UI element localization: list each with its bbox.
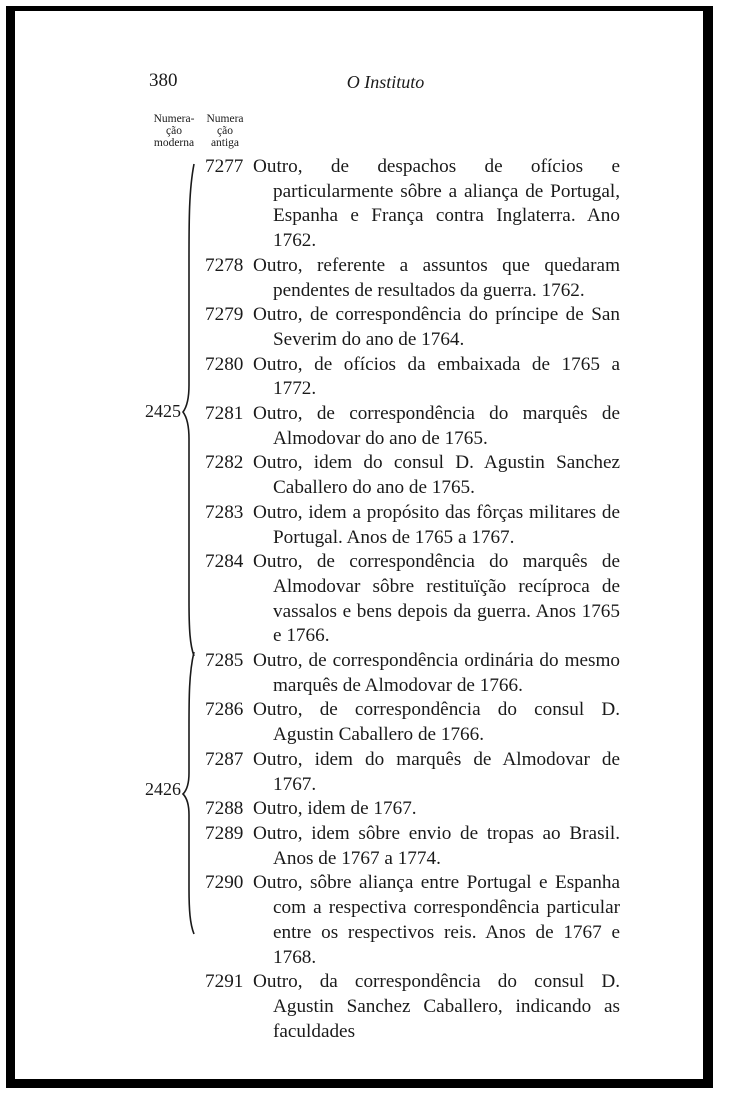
entry-text: Outro, de despachos de ofícios e particularmente sôbre a aliança de Portugal, Espanha e França contra Inglaterra. Ano 1762. (253, 156, 620, 252)
column-header-modern-line: ção (166, 125, 182, 137)
modern-number-2426: 2426 (145, 779, 181, 799)
catalog-entry (200, 649, 620, 698)
catalog-entry (200, 155, 620, 254)
entry-number: 7291 (205, 971, 244, 993)
catalog-entry (200, 353, 620, 402)
catalog-entry (200, 550, 620, 649)
entry-text: Outro, idem a propósito das fôrças militares de Portugal. Anos de 1765 a 1767. (253, 501, 620, 548)
entry-number: 7284 (205, 551, 244, 573)
entry-number: 7279 (205, 304, 244, 326)
column-header-old-line: Numera (206, 113, 244, 125)
entry-text: Outro, de correspondência do príncipe de San Severim do ano de 1764. (253, 304, 620, 350)
entry-number: 7286 (205, 699, 244, 721)
entry-text: Outro, de correspondência do marquês de Almodovar do ano de 1765. (253, 403, 620, 449)
column-header-old-line: ção (217, 125, 233, 137)
entry-number: 7280 (205, 353, 244, 375)
entry-number: 7287 (205, 748, 244, 770)
catalog-entry (200, 451, 620, 500)
catalog-entry (200, 797, 620, 822)
catalog-entry (200, 402, 620, 451)
entry-text: Outro, de ofícios da embaixada de 1765 a 1772. (253, 353, 620, 400)
entry-number: 7289 (205, 822, 244, 844)
group-brace-2426 (180, 648, 200, 938)
page-number: 380 (149, 70, 178, 91)
catalog-entry (200, 748, 620, 797)
catalog-entry (200, 822, 620, 871)
entry-text: Outro, idem do consul D. Agustin Sanchez Caballero do ano de 1765. (253, 452, 620, 499)
entry-text: Outro, idem sôbre envio de tropas ao Brasil. Anos de 1767 a 1774. (253, 822, 620, 869)
catalog-entry (200, 303, 620, 352)
entry-number: 7285 (205, 650, 244, 672)
entry-text: Outro, sôbre aliança entre Portugal e Espanha com a respectiva correspondência particular entre os respectivos reis. Anos de 1767 e 1768. (253, 872, 620, 968)
catalog-entry (200, 871, 620, 970)
catalog-entry (200, 970, 620, 1044)
entry-text: Outro, referente a assuntos que quedaram pendentes de resultados da guerra. 1762. (253, 254, 620, 301)
column-header-old (200, 113, 250, 149)
column-header-modern-line: Numera- (153, 113, 195, 125)
column-header-modern-line: moderna (153, 137, 195, 149)
entry-text: Outro, da correspondência do consul D. Agustin Sanchez Caballero, indicando as faculdades (253, 971, 620, 1042)
entry-text: Outro, idem do marquês de Almodovar de 1767. (253, 748, 620, 795)
entry-number: 7278 (205, 254, 244, 276)
entry-text: Outro, idem de 1767. (253, 798, 417, 820)
catalog-entry (200, 254, 620, 303)
entry-number: 7283 (205, 501, 244, 523)
entry-text: Outro, de correspondência ordinária do mesmo marquês de Almodovar de 1766. (253, 650, 620, 696)
catalog-entries (200, 155, 620, 1044)
catalog-entry (200, 501, 620, 550)
catalog-entry (200, 698, 620, 747)
entry-text: Outro, de correspondência do consul D. Agustin Caballero de 1766. (253, 699, 620, 746)
entry-number: 7277 (205, 156, 244, 177)
entry-number: 7290 (205, 872, 244, 894)
entry-number: 7281 (205, 403, 244, 425)
entry-number: 7288 (205, 798, 244, 820)
running-title: O Instituto (346, 72, 425, 92)
entry-text: Outro, de correspondência do marquês de Almodovar sôbre restituïção recíproca de vassalos e bens depois da guerra. Anos 1765 e 1766. (253, 551, 620, 647)
column-header-modern (146, 113, 202, 149)
column-header-old-line: antiga (210, 137, 240, 149)
entry-number: 7282 (205, 452, 244, 474)
group-brace-2425 (180, 160, 200, 660)
modern-number-2425: 2425 (145, 401, 181, 421)
